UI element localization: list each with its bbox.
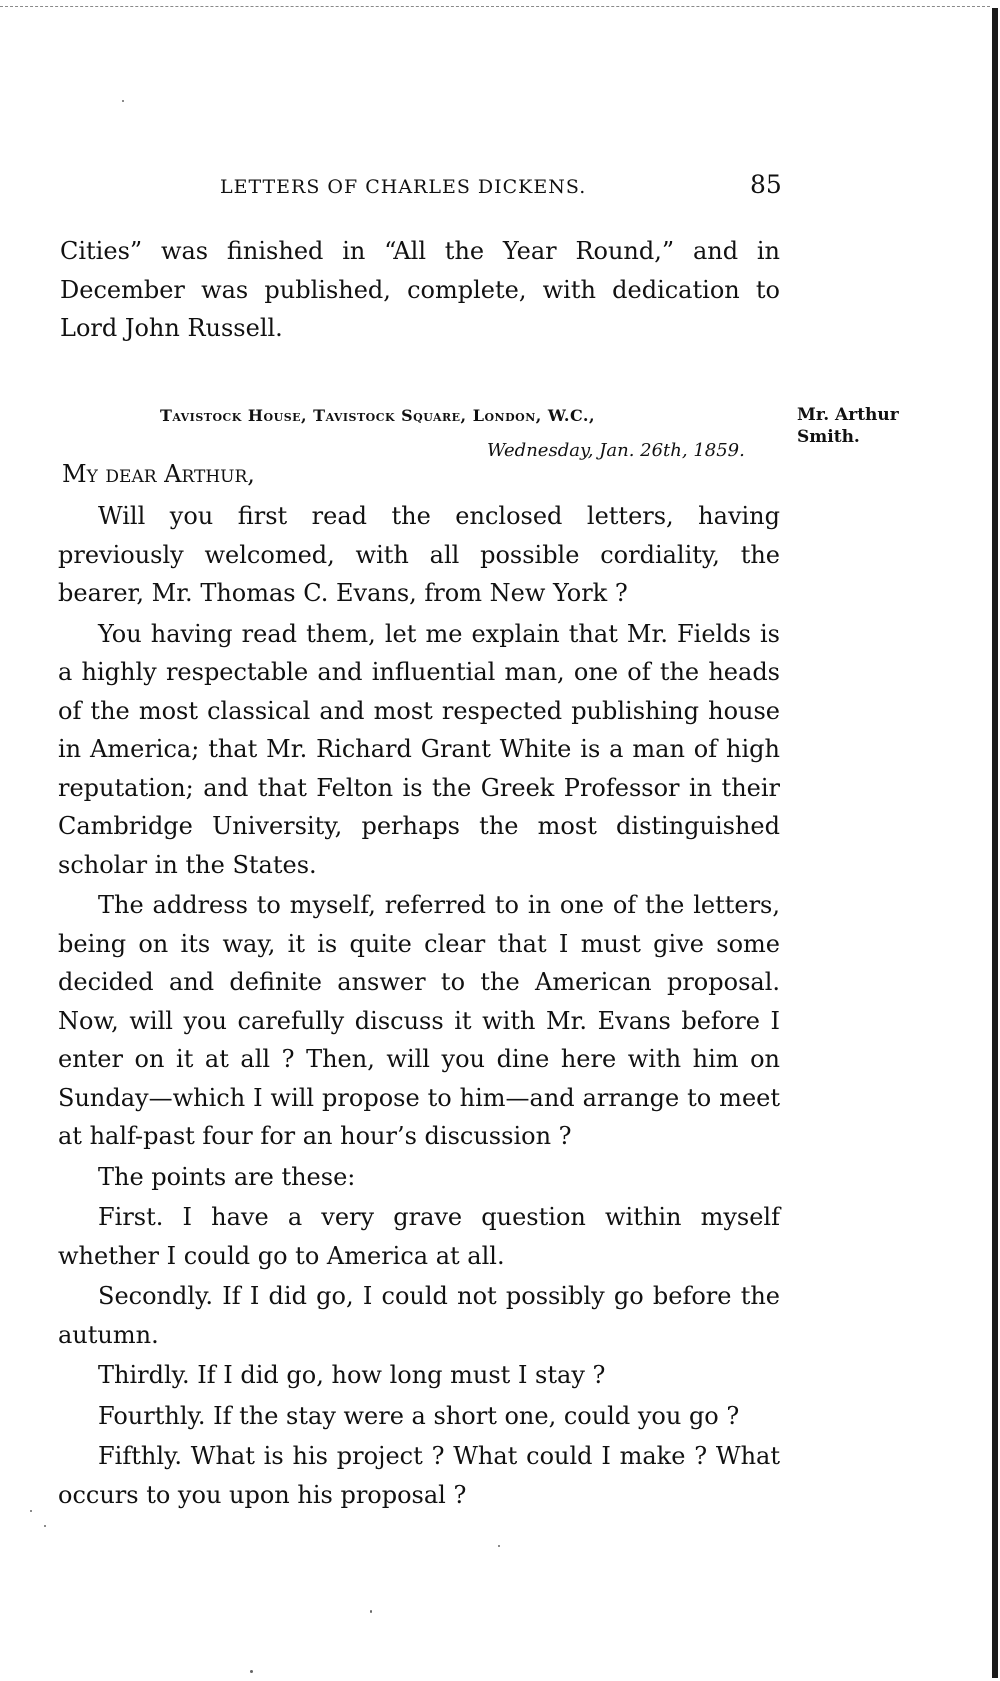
letter-paragraph: First. I have a very grave question within myself whether I could go to America at all. [58,1203,780,1270]
top-border-rule [0,6,990,7]
paper-speck [44,1525,46,1527]
page-number: 85 [750,170,782,199]
paper-speck [370,1610,372,1613]
letter-address: Tavistock House, Tavistock Square, London, W.C., [160,406,596,425]
letter-salutation: My dear Arthur, [62,460,255,488]
paper-speck [30,1510,32,1512]
letter-paragraph: Will you first read the enclosed letters, having previously welcomed, with all possible cordiality, the bearer, Mr. Thomas C. Evans, from New York ? [58,502,780,607]
paper-speck [498,1545,500,1547]
letter-paragraph: Fifthly. What is his project ? What could I make ? What occurs to you upon his proposal ? [58,1442,780,1509]
letter-paragraph: Secondly. If I did go, I could not possibly go before the autumn. [58,1282,780,1349]
paper-speck [250,1670,253,1673]
paper-speck [122,100,124,102]
recipient-margin-note: Mr. Arthur Smith. [797,405,899,447]
letter-paragraph: Fourthly. If the stay were a short one, could you go ? [98,1401,740,1430]
letter-paragraph: You having read them, let me explain that Mr. Fields is a highly respectable and influential man, one of the heads of the most classical and most respected publishing house in America; that Mr. Richard Grant White is a man of high reputation; and that Felton is the Greek Professor in their Cambridge University, perhaps the most distinguished scholar in the States. [58,619,780,879]
letter-paragraph: The address to myself, referred to in one of the letters, being on its way, it is quite clear that I must give some decided and definite answer to the American proposal. Now, will you carefully discuss it with Mr. Evans before I enter on it at all ? Then, will you dine here with him on Sunday—which I will propose to him—and arrange to meet at half-past four for an hour’s discussion ? [58,891,780,1150]
letter-date: Wednesday, Jan. 26th, 1859. [487,440,745,461]
intro-paragraph: Cities” was finished in “All the Year Round,” and in December was published, complete, with dedication to Lord John Russell. [60,237,780,342]
letter-paragraph: The points are these: [98,1162,356,1191]
running-title: LETTERS OF CHARLES DICKENS. [220,176,587,198]
letter-paragraph: Thirdly. If I did go, how long must I stay ? [98,1361,606,1389]
page-edge-shadow [992,8,998,1678]
letter-body [58,497,780,1514]
